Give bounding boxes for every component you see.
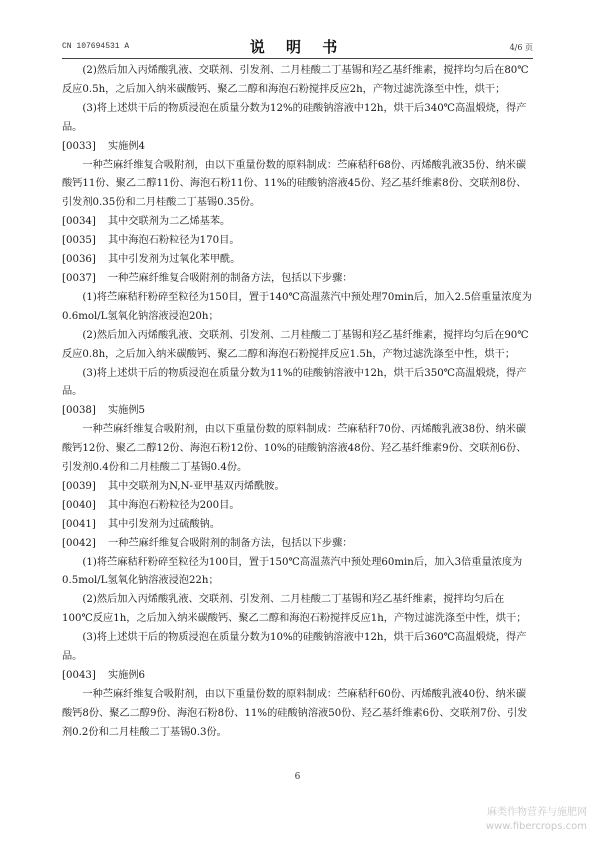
paragraph-number: [0038] xyxy=(62,405,96,417)
paragraph-text: 其中交联剂为二乙烯基苯。 xyxy=(108,216,231,228)
paragraph-text: 其中引发剂为过氧化苯甲酰。 xyxy=(108,254,241,266)
paragraph-number: [0036] xyxy=(62,254,96,266)
paragraph-number: [0042] xyxy=(62,537,96,549)
watermark xyxy=(486,806,587,834)
paragraph xyxy=(62,365,533,403)
paragraph-text: (3)将上述烘干后的物质浸泡在质量分数为11%的硅酸钠溶液中12h，烘干后350℃高温煅烧，得产品。 xyxy=(62,367,527,398)
paragraph xyxy=(62,554,533,592)
paragraph xyxy=(62,535,533,554)
paragraph xyxy=(62,667,533,686)
paragraph-text: 一种苎麻纤维复合吸附剂，由以下重量份数的原料制成：苎麻秸秆60份、丙烯酸乳液40份、纳米碳酸钙8份、聚乙二醇9份、海泡石粉8份、11%的硅酸钠溶液50份、羟乙基纤维素6份、交联剂7份、引发剂0.2份和二月桂酸二丁基锡0.3份。 xyxy=(62,688,528,738)
paragraph xyxy=(62,157,533,214)
page-number: 6 xyxy=(294,772,301,782)
paragraph-number: [0035] xyxy=(62,235,96,247)
page-header xyxy=(62,36,533,56)
paragraph-text: 实施例5 xyxy=(108,405,146,417)
page-count: 4/6 页 xyxy=(509,43,533,52)
paragraph-text: (1)将苎麻秸秆粉碎至粒径为100目，置于150℃高温蒸汽中预处理60min后，加入3倍重量浓度为0.5mol/L氢氧化钠溶液浸泡22h； xyxy=(62,556,523,587)
paragraph xyxy=(62,270,533,289)
paragraph-text: (2)然后加入丙烯酸乳液、交联剂、引发剂、二月桂酸二丁基锡和羟乙基纤维素，搅拌均匀后在90℃反应0.8h，之后加入纳米碳酸钙、聚乙二醇和海泡石粉搅拌反应1.5h，产物过滤洗涤至中性，烘干； xyxy=(62,329,529,360)
paragraph xyxy=(62,686,533,743)
paragraph xyxy=(62,251,533,270)
paragraph xyxy=(62,100,533,138)
watermark-line-1: 麻类作物营养与施肥网 xyxy=(487,807,587,818)
paragraph xyxy=(62,629,533,667)
paragraph-number: [0034] xyxy=(62,216,96,228)
paragraph xyxy=(62,232,533,251)
paragraph-text: 其中交联剂为N,N-亚甲基双丙烯酰胺。 xyxy=(108,480,285,492)
document-title: 说 明 书 xyxy=(249,38,346,56)
paragraph-text: 一种苎麻纤维复合吸附剂的制备方法，包括以下步骤： xyxy=(108,272,353,284)
paragraph xyxy=(62,478,533,497)
paragraph-text: (2)然后加入丙烯酸乳液、交联剂、引发剂、二月桂酸二丁基锡和羟乙基纤维素，搅拌均匀后在80℃反应0.5h，之后加入纳米碳酸钙、聚乙二醇和海泡石粉搅拌反应2h，产物过滤洗涤至中性，烘干； xyxy=(62,65,529,95)
paragraph-text: 一种苎麻纤维复合吸附剂，由以下重量份数的原料制成：苎麻秸秆68份、丙烯酸乳液35份、纳米碳酸钙11份、聚乙二醇11份、海泡石粉11份、11%的硅酸钠溶液45份、羟乙基纤维素8份、交联剂8份、引发剂0.35份和二月桂酸二丁基锡0.35份。 xyxy=(62,159,527,209)
paragraph-text: (1)将苎麻秸秆粉碎至粒径为150目，置于140℃高温蒸汽中预处理70min后，加入2.5倍重量浓度为0.6mol/L氢氧化钠溶液浸泡20h； xyxy=(62,291,532,322)
paragraph-text: 其中引发剂为过硫酸钠。 xyxy=(108,518,221,530)
paragraph-number: [0040] xyxy=(62,499,96,511)
publication-number: CN 107694531 A xyxy=(62,42,130,51)
paragraph-text: 其中海泡石粉粒径为170目。 xyxy=(108,235,240,247)
paragraph xyxy=(62,421,533,478)
paragraph-text: 实施例4 xyxy=(108,140,146,152)
paragraph xyxy=(62,138,533,157)
paragraph-text: (3)将上述烘干后的物质浸泡在质量分数为12%的硅酸钠溶液中12h，烘干后340℃高温煅烧，得产品。 xyxy=(62,102,527,133)
paragraph xyxy=(62,497,533,516)
paragraph-text: 其中海泡石粉粒径为200目。 xyxy=(108,499,240,511)
paragraph-number: [0043] xyxy=(62,670,96,681)
paragraph-text: 实施例6 xyxy=(108,670,146,681)
paragraph xyxy=(62,327,533,365)
paragraph-number: [0041] xyxy=(62,518,96,530)
paragraph-number: [0033] xyxy=(62,140,96,152)
paragraph xyxy=(62,591,533,629)
paragraph-text: (3)将上述烘干后的物质浸泡在质量分数为10%的硅酸钠溶液中12h，烘干后360℃高温煅烧，得产品。 xyxy=(62,632,527,663)
paragraph xyxy=(62,289,533,327)
paragraph-text: (2)然后加入丙烯酸乳液、交联剂、引发剂、二月桂酸二丁基锡和羟乙基纤维素，搅拌均匀后在100℃反应1h，之后加入纳米碳酸钙、聚乙二醇和海泡石粉搅拌反应1h，产物过滤洗涤至中性，烘干； xyxy=(62,594,527,625)
paragraph-text: 一种苎麻纤维复合吸附剂的制备方法，包括以下步骤： xyxy=(108,537,353,549)
paragraph xyxy=(62,402,533,421)
paragraph-number: [0039] xyxy=(62,480,96,492)
paragraph xyxy=(62,213,533,232)
paragraph-text: 一种苎麻纤维复合吸附剂，由以下重量份数的原料制成：苎麻秸秆70份、丙烯酸乳液38份、纳米碳酸钙12份、聚乙二醇12份、海泡石粉12份、10%的硅酸钠溶液48份、羟乙基纤维素9份、交联剂6份、引发剂0.4份和二月桂酸二丁基锡0.4份。 xyxy=(62,424,527,474)
paragraph-number: [0037] xyxy=(62,272,96,284)
header-rule xyxy=(62,58,533,59)
paragraph xyxy=(62,516,533,535)
watermark-line-2: www.fibercrops.com xyxy=(485,821,587,832)
paragraph xyxy=(62,62,533,100)
document-body xyxy=(62,62,533,743)
